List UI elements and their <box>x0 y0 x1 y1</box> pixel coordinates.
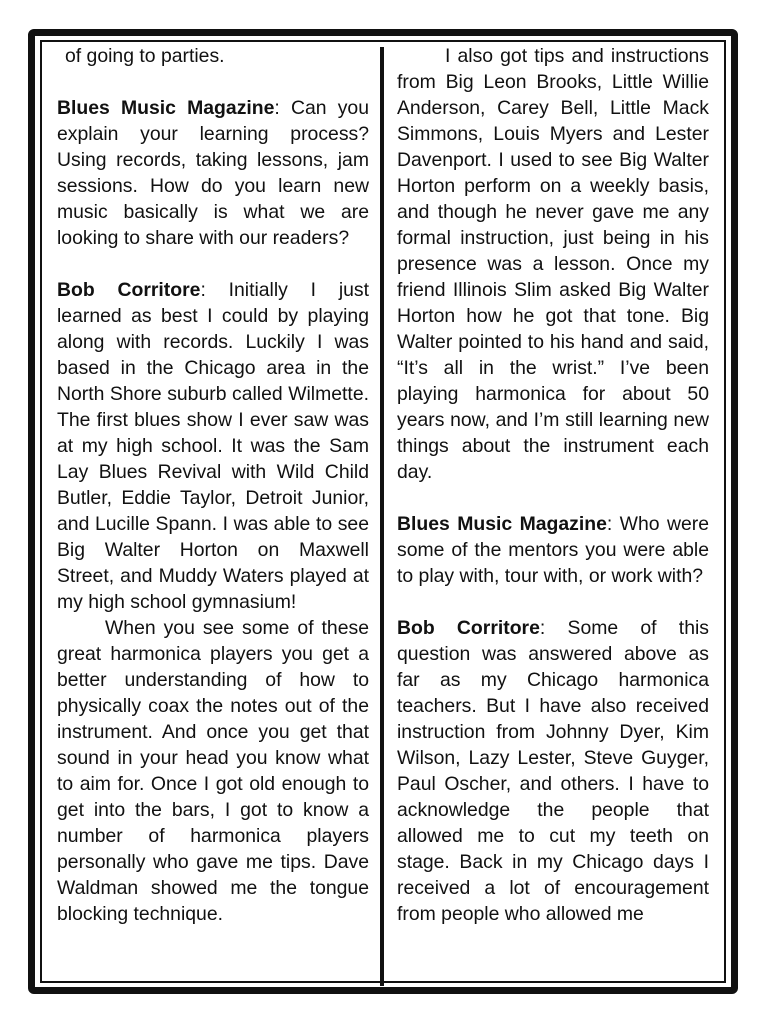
right-paragraph-answer <box>397 615 709 927</box>
speaker-interviewee: Bob Corritore <box>397 617 540 639</box>
left-column <box>57 43 369 927</box>
question-text: : Can you explain your learning process? Using records, taking lessons, jam sessions. How do you learn new music basically is what we are looking to share with our readers? <box>57 97 369 249</box>
right-paragraph-question <box>397 511 709 589</box>
answer-text: : Initially I just learned as best I could by playing along with records. Luckily I was based in the Chicago area in the North Shore suburb called Wilmette. The first blues show I ever saw was at my high school. It was the Sam Lay Blues Revival with Wild Child Butler, Eddie Taylor, Detroit Junior, and Lucille Spann. I was able to see Big Walter Horton on Maxwell Street, and Muddy Waters played at my high school gymnasium! <box>57 279 369 613</box>
speaker-interviewer: Blues Music Magazine <box>57 97 275 119</box>
question-text: : Who were some of the mentors you were able to play with, tour with, or work with? <box>397 513 709 587</box>
left-paragraph-answer <box>57 277 369 615</box>
left-paragraph-question <box>57 95 369 251</box>
speaker-interviewee: Bob Corritore <box>57 279 201 301</box>
right-paragraph-0: I also got tips and instructions from Big Leon Brooks, Little Willie Anderson, Carey Bell, Little Mack Simmons, Louis Myers and Lester Davenport. I used to see Big Walter Horton perform on a weekly basis, and though he never gave me any formal instruction, just being in his presence was a lesson. Once my friend Illinois Slim asked Big Walter Horton how he got that tone. Big Walter pointed to his hand and said, “It’s all in the wrist.” I’ve been playing harmonica for about 50 years now, and I’m still learning new things about the instrument each day. <box>397 45 709 483</box>
column-divider <box>380 47 384 986</box>
answer-text: : Some of this question was answered above as far as my Chicago harmonica teachers. But I have also received instruction from Johnny Dyer, Kim Wilson, Lazy Lester, Steve Guyger, Paul Oscher, and others. I have to acknowledge the people that allowed me to cut my teeth on stage. Back in my Chicago days I received a lot of encouragement from people who allowed me <box>397 617 709 925</box>
left-paragraph-continuation: When you see some of these great harmonica players you get a better understanding of how to physically coax the notes out of the instrument. And once you get that sound in your head you know what to aim for. Once I got old enough to get into the bars, I got to know a number of harmonica players personally who gave me tips. Dave Waldman showed me the tongue blocking technique. <box>57 617 369 925</box>
left-paragraph-0: of going to parties. <box>65 45 225 67</box>
speaker-interviewer: Blues Music Magazine <box>397 513 607 535</box>
right-column <box>397 43 709 927</box>
